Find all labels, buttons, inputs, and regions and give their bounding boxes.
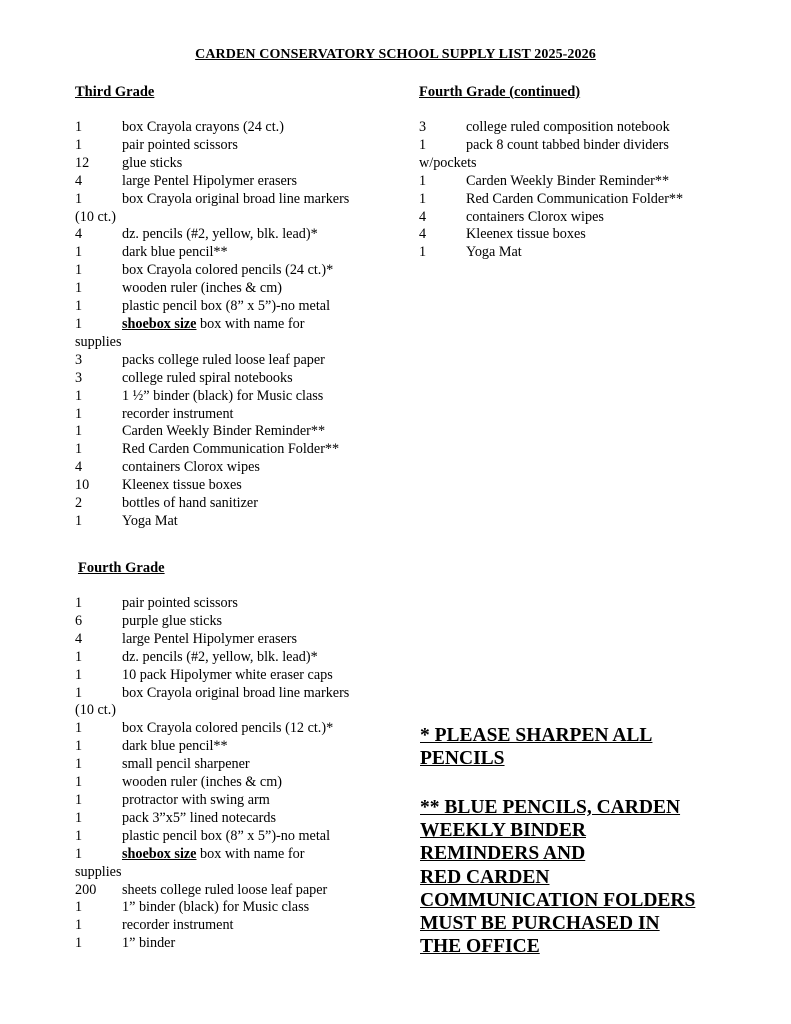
- list-item: [75, 828, 349, 846]
- item-quantity: 10: [75, 477, 90, 494]
- list-item: [419, 244, 683, 262]
- list-item: [75, 370, 349, 388]
- item-text: purple glue sticks: [122, 612, 223, 629]
- purchase-notice: [420, 796, 760, 958]
- item-text: packs college ruled loose leaf paper: [122, 351, 325, 368]
- item-text: box with name for: [196, 315, 305, 332]
- item-quantity: 6: [75, 612, 83, 629]
- item-quantity: 1: [75, 405, 83, 422]
- item-text: large Pentel Hipolymer erasers: [122, 630, 298, 647]
- list-item: [75, 774, 349, 792]
- item-quantity: 4: [75, 172, 83, 189]
- list-item: [75, 226, 349, 244]
- item-text: wooden ruler (inches & cm): [122, 774, 282, 791]
- notice-line: REMINDERS AND: [420, 843, 586, 865]
- item-quantity: 1: [75, 315, 83, 332]
- list-item: [75, 810, 349, 828]
- list-item: [75, 352, 349, 370]
- list-item: [75, 667, 349, 685]
- item-quantity: 2: [75, 495, 83, 512]
- item-quantity: 1: [75, 756, 83, 773]
- item-text: dz. pencils (#2, yellow, blk. lead)*: [122, 648, 318, 665]
- item-quantity: 4: [419, 226, 427, 243]
- list-item: [419, 209, 683, 227]
- item-text: Carden Weekly Binder Reminder**: [466, 172, 670, 189]
- list-item: [75, 155, 349, 173]
- item-emphasis: shoebox size: [122, 315, 197, 332]
- list-item: [75, 244, 349, 262]
- third-grade-heading: Third Grade: [75, 84, 155, 100]
- item-quantity: 1: [75, 899, 83, 916]
- list-item: [75, 334, 349, 352]
- item-quantity: 1: [75, 244, 83, 261]
- item-quantity: 200: [75, 881, 97, 898]
- item-quantity: 1: [75, 595, 83, 611]
- list-item: [75, 685, 349, 703]
- notice-line: COMMUNICATION FOLDERS: [420, 889, 696, 911]
- fourth-grade-list: [75, 595, 349, 953]
- item-text: plastic pencil box (8” x 5”)-no metal: [122, 827, 331, 844]
- item-text: pair pointed scissors: [122, 136, 238, 153]
- item-quantity: 1: [419, 172, 427, 189]
- list-item: [75, 613, 349, 631]
- item-text: 1” binder (black) for Music class: [122, 899, 310, 916]
- item-quantity: 4: [75, 630, 83, 647]
- item-text: Kleenex tissue boxes: [122, 477, 242, 494]
- item-quantity: 1: [419, 190, 427, 207]
- list-item: [75, 864, 349, 882]
- list-item: [75, 935, 349, 953]
- item-quantity: 1: [75, 298, 83, 315]
- item-text: 1” binder: [122, 935, 176, 952]
- item-text: protractor with swing arm: [122, 791, 270, 808]
- notice-line: WEEKLY BINDER: [420, 820, 586, 842]
- item-quantity: 1: [75, 280, 83, 297]
- item-quantity: 1: [75, 262, 83, 279]
- item-quantity: 1: [75, 387, 83, 404]
- item-text: 1 ½” binder (black) for Music class: [122, 387, 324, 404]
- list-item: [75, 280, 349, 298]
- item-text: Red Carden Communication Folder**: [466, 190, 684, 207]
- list-item: [75, 649, 349, 667]
- item-text: plastic pencil box (8” x 5”)-no metal: [122, 298, 331, 315]
- item-text: bottles of hand sanitizer: [122, 495, 258, 512]
- item-quantity: 1: [75, 791, 83, 808]
- item-text: dz. pencils (#2, yellow, blk. lead)*: [122, 226, 318, 243]
- item-text: sheets college ruled loose leaf paper: [122, 881, 328, 898]
- item-text: large Pentel Hipolymer erasers: [122, 172, 298, 189]
- list-item: [75, 756, 349, 774]
- item-text: college ruled composition notebook: [466, 119, 670, 135]
- list-item: [419, 226, 683, 244]
- list-item: [75, 792, 349, 810]
- list-item: [75, 631, 349, 649]
- item-text: pack 8 count tabbed binder dividers: [466, 136, 669, 153]
- item-quantity: 1: [75, 935, 83, 952]
- item-quantity: 1: [75, 827, 83, 844]
- list-item: [75, 137, 349, 155]
- list-item: [75, 388, 349, 406]
- item-text: w/pockets: [419, 154, 477, 171]
- item-text: box Crayola original broad line markers: [122, 684, 350, 701]
- list-item: [75, 119, 349, 137]
- list-item: [75, 738, 349, 756]
- list-item: [419, 173, 683, 191]
- item-quantity: 4: [419, 208, 427, 225]
- item-quantity: 1: [75, 119, 83, 135]
- item-text: (10 ct.): [75, 208, 116, 225]
- list-item: [75, 846, 349, 864]
- list-item: [75, 459, 349, 477]
- item-text: box Crayola colored pencils (24 ct.)*: [122, 262, 334, 279]
- item-text: Carden Weekly Binder Reminder**: [122, 423, 326, 440]
- item-quantity: 1: [75, 738, 83, 755]
- list-item: [75, 702, 349, 720]
- item-text: Kleenex tissue boxes: [466, 226, 586, 243]
- item-text: college ruled spiral notebooks: [122, 369, 293, 386]
- list-item: [75, 720, 349, 738]
- notice-line: THE OFFICE: [420, 936, 540, 958]
- list-item: [75, 191, 349, 209]
- list-item: [419, 191, 683, 209]
- item-quantity: 1: [75, 845, 83, 862]
- item-quantity: 1: [75, 512, 83, 529]
- item-text: glue sticks: [122, 154, 183, 171]
- notice-line: ** BLUE PENCILS, CARDEN: [420, 797, 681, 818]
- item-quantity: 1: [75, 917, 83, 934]
- item-text: containers Clorox wipes: [466, 208, 604, 225]
- item-text: dark blue pencil**: [122, 244, 228, 261]
- list-item: [75, 423, 349, 441]
- notice-line: PENCILS: [420, 748, 505, 770]
- list-item: [75, 917, 349, 935]
- item-text: dark blue pencil**: [122, 738, 228, 755]
- list-item: [75, 477, 349, 495]
- sharpen-notice: [420, 724, 760, 770]
- item-text: recorder instrument: [122, 405, 234, 422]
- item-text: containers Clorox wipes: [122, 459, 260, 476]
- item-quantity: 1: [75, 720, 83, 737]
- item-text: supplies: [75, 863, 122, 880]
- third-grade-list: [75, 119, 349, 531]
- item-quantity: 1: [75, 648, 83, 665]
- notice-line: MUST BE PURCHASED IN: [420, 913, 660, 935]
- item-quantity: 3: [419, 119, 427, 135]
- list-item: [75, 513, 349, 531]
- list-item: [75, 173, 349, 191]
- item-text: pair pointed scissors: [122, 595, 238, 611]
- notice-line: RED CARDEN: [420, 866, 550, 888]
- item-text: Yoga Mat: [122, 512, 178, 529]
- list-item: [75, 262, 349, 280]
- list-item: [419, 137, 683, 155]
- item-quantity: 3: [75, 351, 83, 368]
- item-text: box Crayola colored pencils (12 ct.)*: [122, 720, 334, 737]
- item-quantity: 4: [75, 459, 83, 476]
- item-quantity: 1: [75, 809, 83, 826]
- list-item: [75, 406, 349, 424]
- item-quantity: 12: [75, 154, 90, 171]
- list-item: [75, 495, 349, 513]
- item-text: recorder instrument: [122, 917, 234, 934]
- list-item: [75, 298, 349, 316]
- item-text: Yoga Mat: [466, 244, 522, 261]
- list-item: [75, 882, 349, 900]
- item-text: supplies: [75, 333, 122, 350]
- item-quantity: 1: [75, 774, 83, 791]
- notice-line: * PLEASE SHARPEN ALL: [420, 725, 653, 746]
- item-text: pack 3”x5” lined notecards: [122, 809, 277, 826]
- item-text: small pencil sharpener: [122, 756, 250, 773]
- item-quantity: 1: [75, 666, 83, 683]
- list-item: [75, 209, 349, 227]
- list-item: [75, 441, 349, 459]
- list-item: [419, 155, 683, 173]
- item-emphasis: shoebox size: [122, 845, 197, 862]
- fourth-grade-heading: Fourth Grade: [78, 560, 165, 576]
- item-text: (10 ct.): [75, 702, 116, 719]
- item-text: wooden ruler (inches & cm): [122, 280, 282, 297]
- item-quantity: 1: [419, 136, 427, 153]
- fourth-grade-continued-list: [419, 119, 683, 262]
- item-quantity: 1: [75, 441, 83, 458]
- fourth-grade-continued-heading: Fourth Grade (continued): [419, 84, 581, 100]
- list-item: [75, 595, 349, 613]
- list-item: [75, 316, 349, 334]
- item-quantity: 1: [75, 190, 83, 207]
- item-quantity: 1: [75, 136, 83, 153]
- item-quantity: 1: [75, 423, 83, 440]
- item-quantity: 1: [75, 684, 83, 701]
- item-quantity: 3: [75, 369, 83, 386]
- item-quantity: 1: [419, 244, 427, 261]
- item-text: box Crayola crayons (24 ct.): [122, 119, 284, 135]
- list-item: [75, 899, 349, 917]
- item-text: Red Carden Communication Folder**: [122, 441, 340, 458]
- item-text: box Crayola original broad line markers: [122, 190, 350, 207]
- item-text: box with name for: [196, 845, 305, 862]
- list-item: [419, 119, 683, 137]
- item-text: 10 pack Hipolymer white eraser caps: [122, 666, 333, 683]
- item-quantity: 4: [75, 226, 83, 243]
- page-title: CARDEN CONSERVATORY SCHOOL SUPPLY LIST 2025-2026: [195, 47, 596, 62]
